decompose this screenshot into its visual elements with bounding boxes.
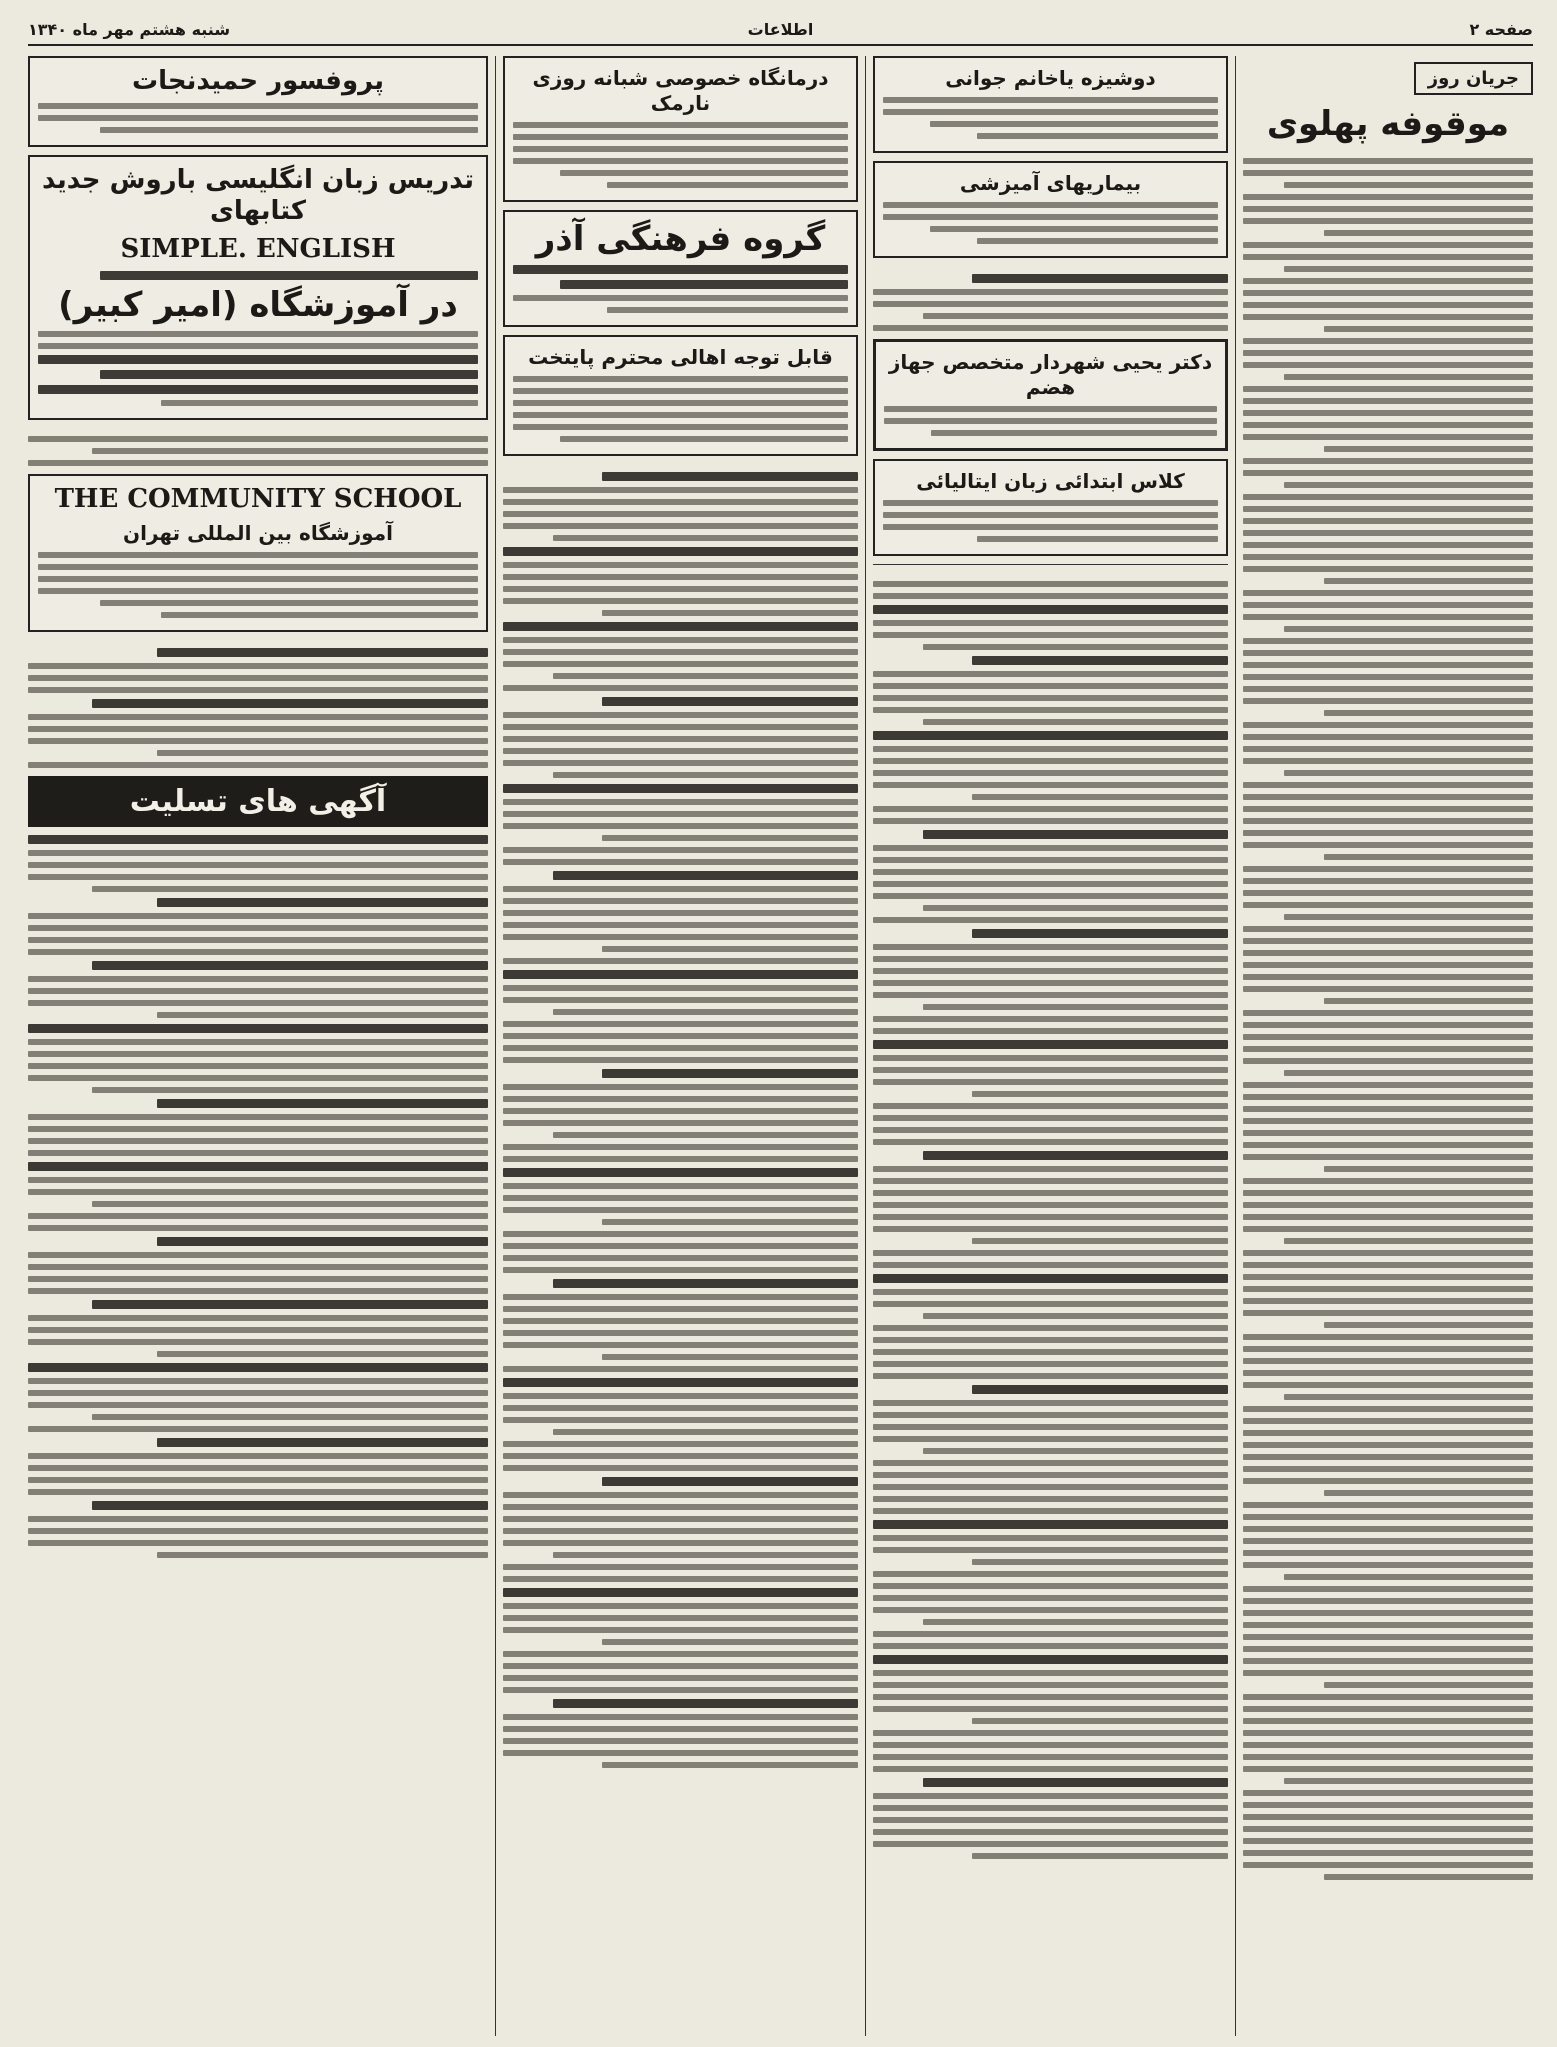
newspaper-name: اطلاعات [747,19,814,39]
ad-latin-title: SIMPLE. ENGLISH [120,233,396,264]
condolence-notices-4a [28,640,488,776]
ads-column-2 [873,56,1228,2036]
ad-community-school [28,474,488,632]
page-number: صفحه ۲ [1469,19,1533,39]
editorial-title: موقوفه پهلوی [1266,104,1510,144]
ad-young-woman [873,56,1228,153]
condolence-notices-2 [873,573,1228,1867]
editorial-body [1243,150,1533,1888]
condolence-notices-3 [503,464,858,1776]
issue-date: شنبه هشتم مهر ماه ۱۳۴۰ [27,19,231,39]
ad-title: پروفسور حمیدنجات [131,66,385,96]
masthead [28,14,1533,46]
ad-professor-hamidnejat [28,56,488,147]
ads-column-3 [503,56,858,2036]
ad-title: بیماریهای آمیزشی [959,171,1142,195]
ad-italian-class [873,459,1228,556]
ad-title: آموزشگاه بین المللی تهران [123,521,393,546]
ad-narmak-clinic [503,56,858,202]
newspaper-page [28,14,1533,2036]
condolence-notices-4b [28,827,488,1566]
ad-title: کلاس ابتدائی زبان ایتالیائی [916,469,1185,493]
ad-title: دکتر یحیی شهردار متخصص جهاز هضم [888,350,1213,399]
ad-english-school [28,155,488,420]
ad-azar-cultural-group [503,210,858,327]
section-tag: جریان روز [1414,62,1533,95]
ad-title: درمانگاه خصوصی شبانه روزی نارمک [532,66,829,115]
ad-title: تدریس زبان انگلیسی باروش جدید کتابهای [41,165,474,227]
ad-title: گروه فرهنگی آذر [535,219,826,259]
editorial-column [1243,56,1533,2036]
ad-title: قابل توجه اهالی محترم پایتخت [528,345,833,370]
condolence-section-header: آگهی های تسلیت [28,776,488,827]
ad-venereal-diseases [873,161,1228,258]
ad-gastro-specialist [873,339,1228,451]
ad-latin-title: THE COMMUNITY SCHOOL [54,483,462,514]
ad-title: دوشیزه یاخانم جوانی [945,66,1156,90]
ad-subtitle: در آموزشگاه (امیر کبیر) [58,284,458,325]
ad-capital-residents [503,335,858,456]
ads-column-4 [28,56,488,2036]
